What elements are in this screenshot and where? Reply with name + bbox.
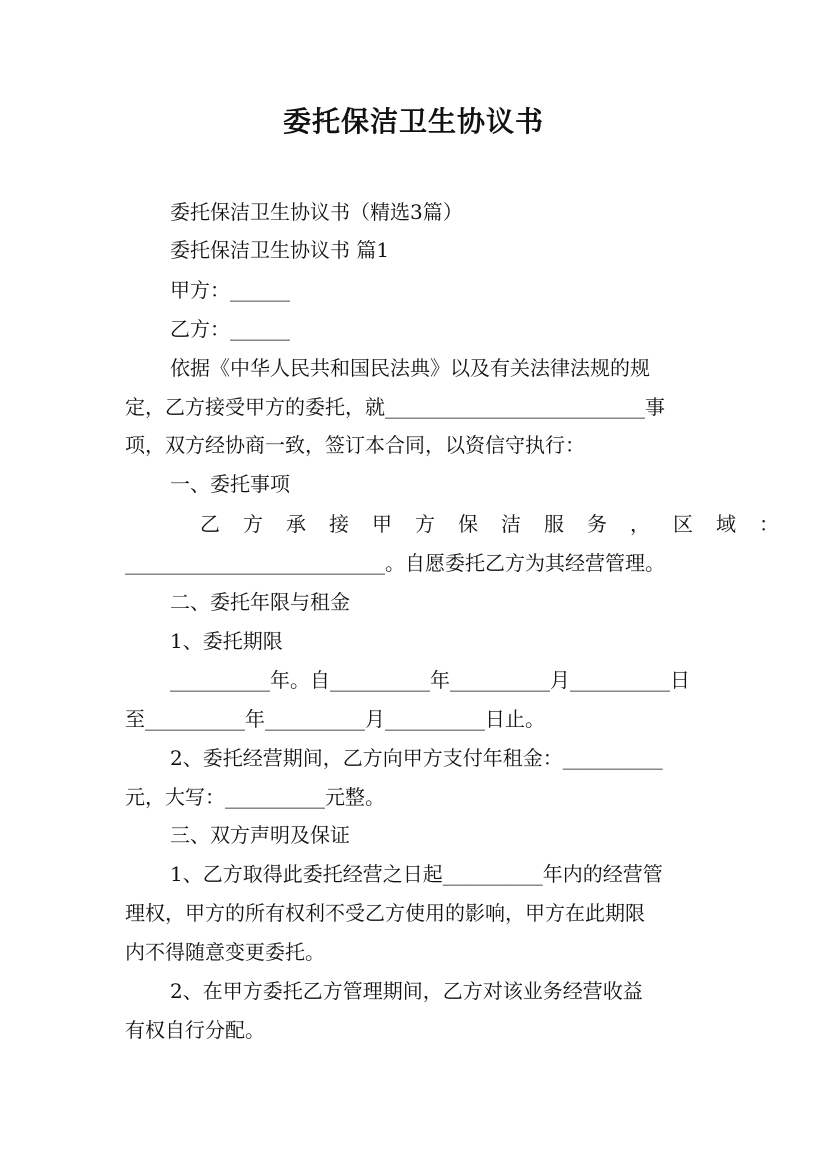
paragraph-line: 依据《中华人民共和国民法典》以及有关法律法规的规 xyxy=(170,356,650,380)
clause-heading: 三、双方声明及保证 xyxy=(170,823,350,847)
paragraph-line: 内不得随意变更委托。 xyxy=(125,940,325,964)
paragraph-line: 至__________年__________月__________日止。 xyxy=(125,707,545,731)
paragraph-line: 有权自行分配。 xyxy=(125,1018,265,1042)
paragraph-line: __________________________。自愿委托乙方为其经营管理。 xyxy=(125,551,665,575)
paragraph-line: __________年。自__________年__________月__________日 xyxy=(170,668,690,692)
paragraph-line: 理权，甲方的所有权利不受乙方使用的影响，甲方在此期限 xyxy=(125,901,645,925)
paragraph-line: 1、乙方取得此委托经营之日起__________年内的经营管 xyxy=(170,862,663,886)
paragraph-line: 项，双方经协商一致，签订本合同，以资信守执行： xyxy=(125,433,585,457)
paragraph-line: 元，大写：__________元整。 xyxy=(125,785,385,809)
clause-heading: 二、委托年限与租金 xyxy=(170,590,350,614)
sub-clause-heading: 1、委托期限 xyxy=(170,629,283,653)
paragraph-line: 乙方承接甲方保洁服务，区域： xyxy=(200,512,802,536)
clause-heading: 一、委托事项 xyxy=(170,472,290,496)
subtitle-line: 委托保洁卫生协议书（精选3篇） xyxy=(170,200,463,224)
party-a-line: 甲方：______ xyxy=(170,278,290,302)
party-b-line: 乙方：______ xyxy=(170,317,290,341)
paragraph-line: 定，乙方接受甲方的委托，就__________________________事 xyxy=(125,395,665,419)
paragraph-line: 2、委托经营期间，乙方向甲方支付年租金：__________ xyxy=(170,746,663,770)
section-heading: 委托保洁卫生协议书 篇1 xyxy=(170,238,390,262)
paragraph-line: 2、在甲方委托乙方管理期间，乙方对该业务经营收益 xyxy=(170,979,643,1003)
document-title: 委托保洁卫生协议书 xyxy=(282,105,544,138)
